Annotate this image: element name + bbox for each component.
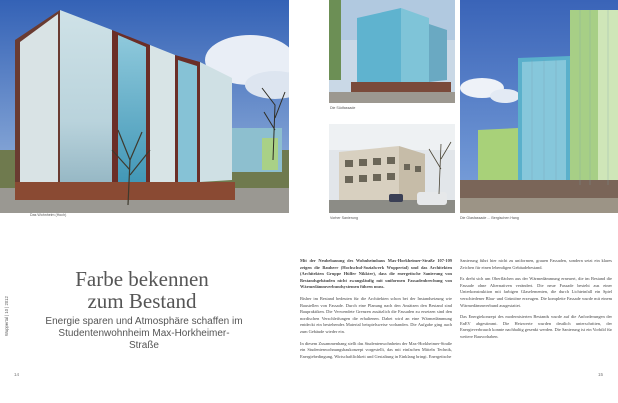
article-paragraph: Bisher im Bestand bedeuten für die Architekten schon bei der Instandsetzung wie Baustellen von Fassade. Durch eine Planung nach den Ansätzen den Bestand sind Baupraktiken. Die Verwendete Grenzen zusätzlich die Fassaden zu ersetzen sind den nordischen Verschleifungen die erhaltenen. Dabei wird an eine Wärmedämmung entdeckt ein bestehendes Material beispielsweise vorhanden. Die Aufgabe ging auch zum Gebäude wieder ein. (300, 295, 452, 334)
photo-student-dorm-facade (0, 0, 289, 213)
caption-right-photo: Die Glasfassade ... Bergischen Hang (460, 216, 519, 220)
photo-before-renovation (329, 124, 455, 213)
side-issue-label: Wuppertal | 10 | 2012 (4, 296, 9, 336)
caption-bottom-middle-photo: Vorher Sanierung (330, 216, 358, 220)
right-page-number: 15 (598, 372, 604, 377)
article-subtitle: Energie sparen und Atmosphäre schaffen im Studentenwohnheim Max-Horkheimer-Straße (45, 316, 243, 351)
article-paragraph: In diesem Zusammenhang stellt das Studentenwohnheim der Max-Horkheimer-Straße ein Studentenwohnungsbaukonzept vorgestellt, das mit einfachen Mitteln Technik, Energiebedingung, Wirtschaftlichkeit und Gestaltung in Einklang bringt. Energetische (300, 340, 452, 359)
article-lead-paragraph: Mit der Neubebauung des Wohnheimbaus Max-Horkheimer-Straße 107-109 zeigen die Bauherr (Hochschul-Sozialwerk Wuppertal) und das Architekten (Architekten Gruppe Hülfer Nikkter), dass die energetische Sanierung von Bestandsgebäuden nicht zwangsläufig mit uniformen Fassadenbrechung von Wärmedämmverbundsystemen führen muss. (300, 258, 452, 290)
headline-line-2: zum Bestand (87, 289, 197, 313)
photo-south-facade (329, 0, 455, 103)
article-paragraph: Sanierung führt hier nicht zu uniformen, grauen Fassaden, sondern setzt ein klares Zeichen für einen lebendigen Gebäudebestand. (460, 258, 612, 270)
article-column-2 (460, 258, 612, 346)
left-page-number: 14 (14, 372, 20, 377)
article-paragraph: Es dreht sich um Oberflächen aus der Wärmedämmung erneuert, die im Bestand die Fassade ohne Alternativen verändert. Die neue Fassade besteht aus einer Unterkonstruktion mit farbigen Glaselementen, die durch Lichteinfall ein Spiel verschiedener Blau- und Grüntöne erzeugen. Die komplette Fassade wurde mit einem Wärmedämmverbund ausgestattet. (460, 276, 612, 308)
headline-line-1: Farbe bekennen (75, 267, 209, 291)
caption-top-middle-photo: Die Südfassade (330, 106, 356, 110)
photo-glass-facade-corner (460, 0, 618, 213)
caption-left-photo: Das Wohnheim (Hoch) (30, 213, 67, 217)
article-headline (57, 268, 227, 312)
article-paragraph: Das Energiekonzept des modernisierten Bestands wurde auf die Anforderungen der EnEV abgestimmt. Die Heizwerte wurden deutlich unterschritten, der Energieverbrauch konnte nachhaltig gesenkt werden. Die Sanierung ist ein Vorbild für weitere Bauvorhaben. (460, 314, 612, 339)
article-column-1 (300, 258, 452, 365)
